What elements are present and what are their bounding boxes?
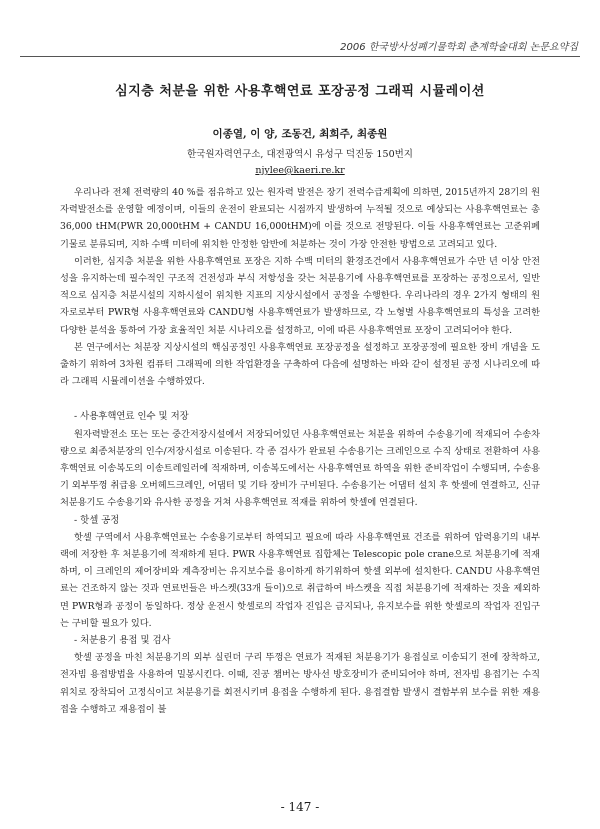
email-link[interactable]: njylee@kaeri.re.kr [255,165,345,176]
affiliation: 한국원자력연구소, 대전광역시 유성구 덕진동 150번지 [187,149,413,160]
paper-body [60,184,540,718]
header-rule [20,56,580,57]
intro-paragraph: 본 연구에서는 처분장 지상시설의 핵심공정인 사용후핵연료 포장공정을 설정하고 포장공정에 필요한 장비 개념을 도출하기 위하여 3차원 컴퓨터 그래픽에 의한 작업환경을 구축하여 다음에 설명하는 바와 같이 설정된 공정 시나리오에 따라 그래픽 시뮬레이션을 수행하였다. [60,341,540,388]
section-heading: - 핫셀 공정 [74,514,120,526]
section-paragraph: 원자력발전소 또는 또는 중간저장시설에서 저장되어있던 사용후핵연료는 처분을 위하여 수송용기에 적재되어 수송차량으로 최종처분장의 인수/저장시설로 이송된다. 각 종 검사가 완료된 수송용기는 크레인으로 수직 상태로 전환하여 사용후핵연료 이송복도의 이송트레일러에 적재하며, 이송복도에서는 사용후핵연료 하역을 위한 준비작업이 수행되며, 수송용기 외부뚜껑 취급용 오버헤드크레인, 어댑터 및 기타 장비가 구비된다. 수송용기는 어댑터 설치 후 핫셀에 연결하고, 신규 처분용기도 수송용기와 유사한 공정을 거쳐 사용후핵연료 적재를 위하여 핫셀에 연결된다. [60,428,540,509]
section-paragraph: 핫셀 공정을 마친 처분용기의 외부 실린더 구리 뚜껑은 연료가 적재된 처분용기가 용접실로 이송되기 전에 장착하고, 전자빔 용접방법을 사용하여 밀봉시킨다. 이때, 진공 챔버는 방사선 방호장비가 준비되어야 하며, 전자빔 용접기는 수직 위치로 장착되어 고정식이고 처분용기를 회전시키며 용접을 수행하게 된다. 용접결함 발생시 결함부위 보수를 위한 재용접을 수행하고 재용접이 불 [60,652,540,715]
intro-paragraph: 이러한, 심지층 처분을 위한 사용후핵연료 포장은 지하 수백 미터의 환경조건에서 사용후핵연료가 수만 년 이상 안전성을 유지하는데 필수적인 구조적 건전성과 부식 저항성을 갖는 처분용기에 사용후핵연료를 포장하는 공정으로서, 일반적으로 심지층 처분시설의 지하시설이 위치한 지표의 지상시설에서 공정을 수행한다. 우리나라의 경우 2가지 형태의 원자로로부터 PWR형 사용후핵연료와 CANDU형 사용후핵연료가 발생하므로, 각 노형별 사용후핵연료의 특성을 고려한 다양한 분석을 통하여 가장 효율적인 처분 시나리오를 설정하고, 이에 따른 사용후핵연료 포장이 고려되어야 한다. [60,255,540,336]
running-header: 2006 한국방사성폐기물학회 춘계학술대회 논문요약집 [340,42,578,53]
page-number: - 147 - [280,800,320,814]
author-email[interactable] [0,165,600,176]
section-heading: - 사용후핵연료 인수 및 저장 [74,411,189,423]
paper-title: 심지층 처분을 위한 사용후핵연료 포장공정 그래픽 시뮬레이션 [115,84,485,99]
section-paragraph: 핫셀 구역에서 사용후핵연료는 수송용기로부터 하역되고 필요에 따라 사용후핵연료 건조를 위하여 압력용기의 내부 랙에 저장한 후 처분용기에 적재하게 된다. PWR 사용후핵연료 집합체는 Telescopic pole crane으로 처분용기에 적재하며, 이 크레인의 제어장비와 계측장비는 유지보수를 용이하게 하기위하여 핫셀 외부에 설치한다. CANDU 사용후핵연료는 건조하지 않는 것과 연료번들은 바스켓(33개 들이)으로 취급하여 바스켓을 직접 처분용기에 적재하는 것을 제외하면 PWR형과 공정이 동일하다. 정상 운전시 핫셀로의 작업자 진입은 금지되나, 유지보수를 위한 핫셀로의 작업자 진입구는 구비할 필요가 있다. [60,531,540,629]
section-heading: - 처분용기 용접 및 검사 [74,635,171,647]
author-list: 이종열, 이 양, 조동건, 최희주, 최종원 [212,128,388,140]
intro-paragraph: 우리나라 전체 전력량의 40 %를 점유하고 있는 원자력 발전은 장기 전력수급계획에 의하면, 2015년까지 28기의 원자력발전소를 운영할 예정이며, 이들의 운전이 완료되는 시점까지 발생하여 누적될 것으로 예상되는 사용후핵연료는 총 36,000 tHM(PWR 20,000tHM + CANDU 16,000tHM)에 이를 것으로 전망된다. 이들 사용후핵연료는 고준위폐기물로 분류되며, 지하 수백 미터에 위치한 안정한 암반에 처분하는 것이 가장 안전한 방법으로 고려되고 있다. [60,187,540,250]
